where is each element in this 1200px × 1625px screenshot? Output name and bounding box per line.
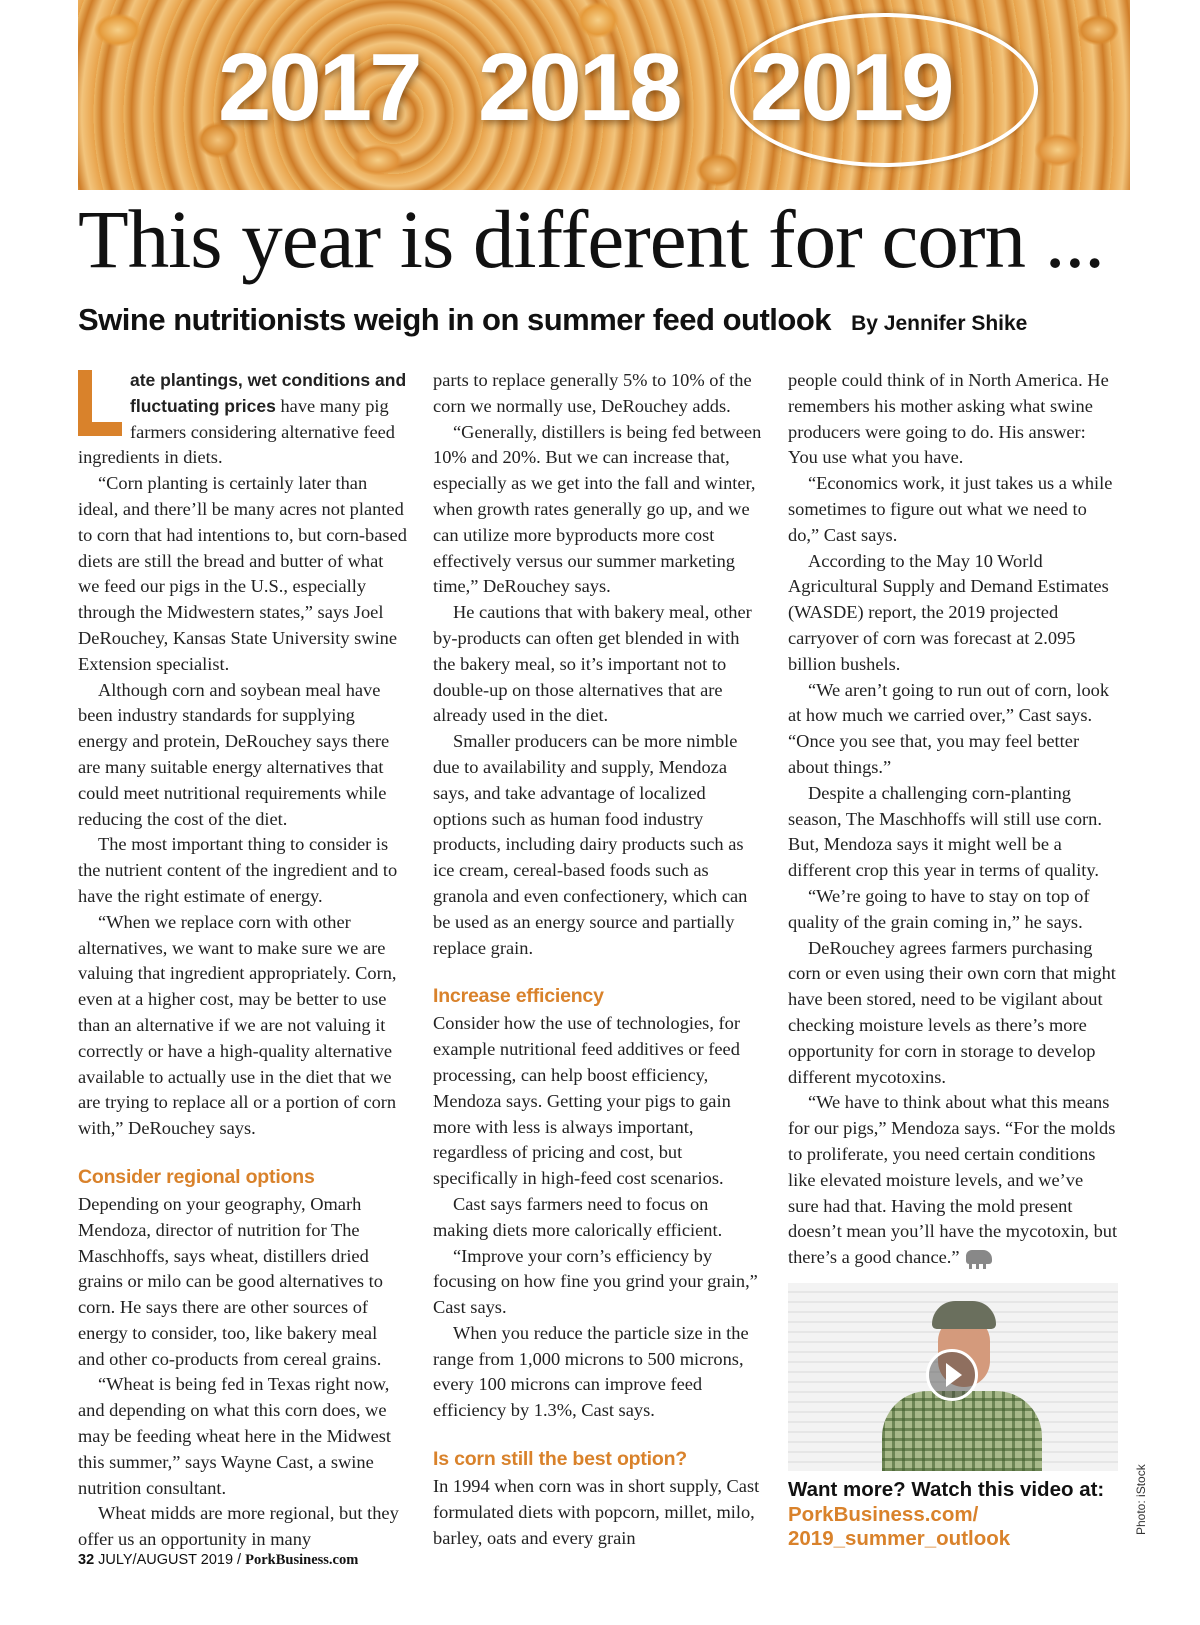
dropcap-letter: [78, 370, 122, 436]
body-paragraph: In 1994 when corn was in short supply, Cast formulated diets with popcorn, millet, milo, barley, oats and every grain: [433, 1476, 760, 1548]
body-paragraph: DeRouchey agrees farmers purchasing corn or even using their own corn that might have been stored, need to be vigilant about checking moisture levels as there’s more opportunity for corn in storage to develop different mycotoxins.: [788, 937, 1116, 1087]
article-column-2: [433, 368, 763, 1551]
body-paragraph: “When we replace corn with other alternatives, we want to make sure we are valuing that ingredient appropriately. Corn, even at a higher cost, may be better to use than an alternative if we are not valuing it correctly or have a high-quality alternative available to actually use in the diet that we are trying to replace all or a portion of corn with,” DeRouchey says.: [78, 911, 397, 1139]
subhead-increase-efficiency: Increase efficiency: [433, 985, 604, 1008]
byline: By Jennifer Shike: [851, 312, 1028, 335]
issue-date: JULY/AUGUST 2019 /: [98, 1552, 242, 1568]
body-paragraph: Smaller producers can be more nimble due to availability and supply, Mendoza says, and take advantage of localized options such as human food industry products, including dairy products such as ice cream, cereal-based foods such as granola and even confectionery, which can be used as an energy source and partially replace grain.: [433, 731, 748, 958]
body-paragraph: He cautions that with bakery meal, other by-products can often get blended in with the bakery meal, so it’s important not to double-up on those alternatives that are already used in the diet.: [433, 602, 752, 726]
pig-icon: [966, 1250, 992, 1264]
body-paragraph: The most important thing to consider is the nutrient content of the ingredient and to have the right estimate of energy.: [78, 834, 398, 906]
play-icon[interactable]: [926, 1349, 978, 1401]
body-paragraph: “We aren’t going to run out of corn, look at how much we carried over,” Cast says. “Once you see that, you may feel better about things.”: [788, 679, 1110, 777]
body-paragraph: “Wheat is being fed in Texas right now, and depending on what this corn does, we may be feeding wheat here in the Midwest this summer,” says Wayne Cast, a swine nutrition consultant.: [78, 1374, 392, 1498]
video-link-line-2[interactable]: 2019_summer_outlook: [788, 1527, 1011, 1550]
body-paragraph: “Corn planting is certainly later than ideal, and there’ll be many acres not planted to corn that had intentions to, but corn-based diets are still the bread and butter of what we feed our pigs in the U.S., especially through the Midwestern states,” says Joel DeRouchey, Kansas State University swine Extension specialist.: [78, 473, 407, 674]
body-paragraph: parts to replace generally 5% to 10% of the corn we normally use, DeRouchey adds.: [433, 370, 752, 416]
video-link-line-1[interactable]: PorkBusiness.com/: [788, 1502, 979, 1526]
lead-rest-text: have many pig farmers considering alternative feed ingredients in diets.: [78, 395, 396, 468]
body-paragraph: people could think of in North America. He remembers his mother asking what swine producers were going to do. His answer: You use what you have.: [788, 370, 1109, 468]
video-callout: [788, 1478, 1128, 1552]
year-2017: 2017: [218, 34, 420, 141]
year-2019-circle: [730, 13, 1038, 167]
body-paragraph: Depending on your geography, Omarh Mendoza, director of nutrition for The Maschhoffs, says wheat, distillers dried grains or milo can be good alternatives to corn. He says there are other sources of energy to consider, too, like bakery meal and other co-products from cereal grains.: [78, 1193, 383, 1369]
year-2018: 2018: [478, 34, 680, 141]
body-paragraph: “Improve your corn’s efficiency by focusing on how fine you grind your grain,” Cast says.: [433, 1245, 758, 1318]
corn-banner-image: [78, 0, 1130, 190]
body-paragraph: Consider how the use of technologies, for example nutritional feed additives or feed processing, can help boost efficiency, Mendoza says. Getting your pigs to gain more with less is always important, regardless of pricing and cost, but specifically in high-feed cost scenarios.: [433, 1013, 740, 1189]
page-footer: [78, 1552, 358, 1569]
subhead-regional-options: Consider regional options: [78, 1165, 315, 1188]
article-column-3: [788, 368, 1118, 1271]
body-paragraph: “Economics work, it just takes us a while sometimes to figure out what we need to do,” Cast says.: [788, 473, 1113, 545]
body-paragraph: “We’re going to have to stay on top of quality of the grain coming in,” he says.: [788, 885, 1090, 932]
body-paragraph: “Generally, distillers is being fed between 10% and 20%. But we can increase that, especially as we get into the fall and winter, when growth rates generally go up, and we can utilize more byproducts more cost effectively versus our summer marketing time,” DeRouchey says.: [433, 421, 762, 597]
photo-credit: Photo: iStock: [1134, 1464, 1148, 1535]
banner-years: [78, 8, 1130, 168]
subhead-best-option: Is corn still the best option?: [433, 1448, 688, 1471]
speaker-shirt: [882, 1391, 1042, 1471]
body-paragraph: Despite a challenging corn-planting season, The Maschhoffs will still use corn. But, Mendoza says it might well be a different crop this year in terms of quality.: [788, 782, 1102, 881]
body-paragraph: Although corn and soybean meal have been industry standards for supplying energy and protein, DeRouchey says there are many suitable energy alternatives that could meet nutritional requirements while reducing the cost of the diet.: [78, 679, 390, 829]
body-paragraph: Wheat midds are more regional, but they offer us an opportunity in many: [78, 1503, 399, 1550]
article-column-1: [78, 368, 408, 1553]
last-paragraph: [788, 1090, 1118, 1271]
headline: This year is different for corn ...: [78, 193, 1104, 285]
year-2019: 2019: [750, 34, 952, 141]
lead-bold-text: ate plantings, wet conditions and fluctuating prices: [130, 370, 407, 416]
video-thumbnail[interactable]: [788, 1283, 1118, 1471]
video-callout-title: Want more? Watch this video at:: [788, 1478, 1105, 1501]
speaker-cap: [932, 1301, 996, 1329]
lead-paragraph: [78, 368, 408, 471]
deck-title: Swine nutritionists weigh in on summer feed outlook: [78, 302, 831, 337]
body-paragraph: Cast says farmers need to focus on making diets more calorically efficient.: [433, 1193, 723, 1240]
body-paragraph: When you reduce the particle size in the range from 1,000 microns to 500 microns, every 100 microns can improve feed efficiency by 1.3%, Cast says.: [433, 1322, 749, 1421]
deck-line: [78, 302, 1158, 338]
body-paragraph: According to the May 10 World Agricultural Supply and Demand Estimates (WASDE) report, the 2019 projected carryover of corn was forecast at 2.095 billion bushels.: [788, 550, 1109, 674]
last-paragraph-text: “We have to think about what this means for our pigs,” Mendoza says. “For the molds to proliferate, you need certain conditions like elevated moisture levels, and we’ve sure had that. Having the mold present doesn’t mean you’ll have the mycotoxin, but there’s a good chance.”: [788, 1092, 1118, 1268]
footer-site: PorkBusiness.com: [245, 1552, 359, 1568]
page-number: 32: [78, 1552, 95, 1568]
